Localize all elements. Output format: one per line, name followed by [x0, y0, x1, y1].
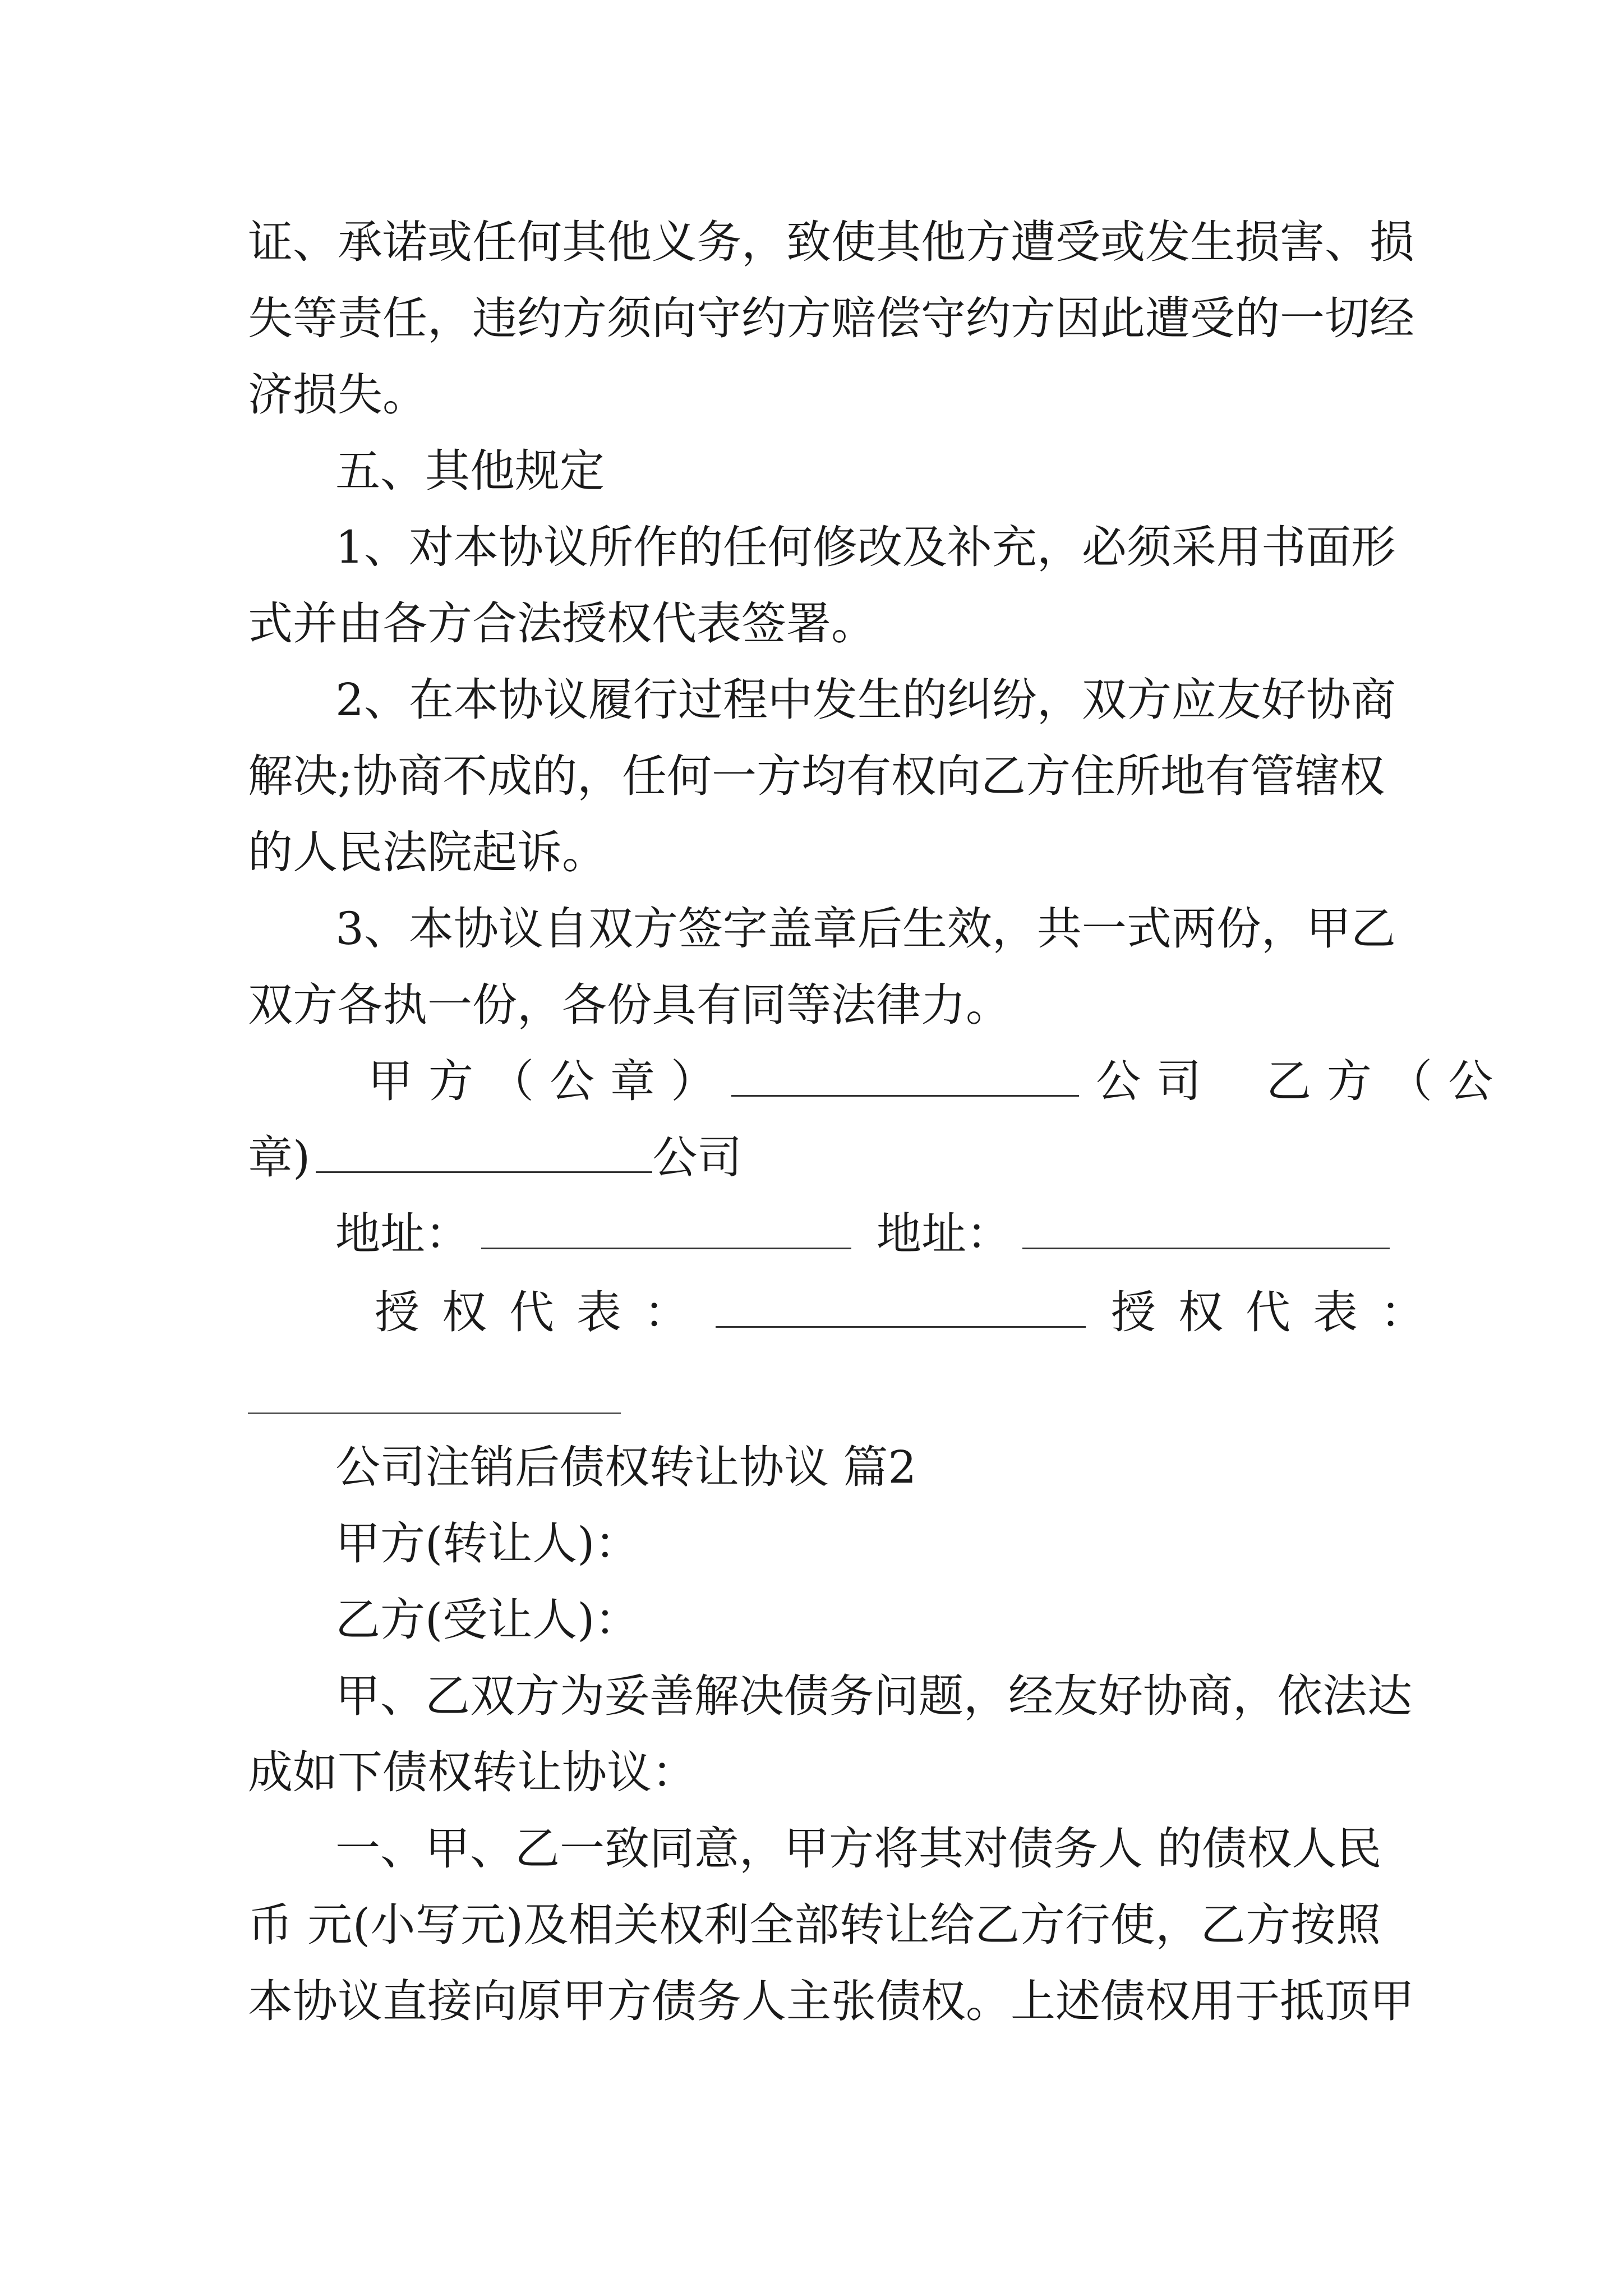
party-b-address-label: 地址：: [877, 1208, 1011, 1260]
paragraph-line: 一、甲、乙一致同意，甲方将其对债务人 的债权人民: [335, 1823, 1382, 1875]
paragraph-line: 的人民法院起诉。: [248, 826, 607, 878]
party-a-company: 公司: [1096, 1055, 1217, 1107]
paragraph-line: 双方各执一份，各份具有同等法律力。: [248, 979, 1011, 1031]
paragraph-line: 2、在本协议履行过程中发生的纠纷，双方应友好协商: [335, 674, 1396, 726]
party-b-rep-blank: [248, 1412, 621, 1414]
party-b-company: 公司: [652, 1131, 743, 1184]
document-title: 公司注销后债权转让协议 篇2: [335, 1441, 917, 1493]
party-b-label: 乙方(受让人)：: [335, 1594, 640, 1646]
paragraph-line: 3、本协议自双方签字盖章后生效，共一式两份，甲乙: [335, 903, 1396, 955]
signature-stamp-line: [368, 1053, 1509, 1110]
party-a-rep-label: 授权代表：: [375, 1286, 711, 1338]
party-a-rep-blank: [716, 1287, 1086, 1328]
paragraph-line: 本协议直接向原甲方债务人主张债权。上述债权用于抵顶甲: [248, 1975, 1414, 2027]
party-b-stamp-label: 乙方（公: [1266, 1055, 1509, 1107]
party-a-address-label: 地址：: [335, 1208, 470, 1260]
paragraph-line: 失等责任，违约方须向守约方赔偿守约方因此遭受的一切经: [248, 292, 1414, 344]
paragraph-line: 成如下债权转让协议：: [248, 1746, 697, 1798]
signature-stamp-line-2: [248, 1130, 1381, 1186]
paragraph-line: 解决;协商不成的，任何一方均有权向乙方住所地有管辖权: [248, 750, 1385, 802]
address-line: [335, 1206, 1381, 1262]
paragraph-line: 济损失。: [248, 369, 427, 421]
paragraph-line: 甲、乙双方为妥善解决债务问题，经友好协商，依法达: [335, 1670, 1412, 1722]
party-b-stamp-label-end: 章): [248, 1131, 311, 1184]
section-heading: 五、其他规定: [335, 445, 605, 497]
paragraph-line: 式并由各方合法授权代表签署。: [248, 597, 876, 650]
party-b-address-blank: [1022, 1208, 1390, 1249]
party-b-blank: [316, 1132, 652, 1173]
party-b-rep-label: 授权代表：: [1111, 1286, 1447, 1338]
paragraph-line: 证、承诺或任何其他义务，致使其他方遭受或发生损害、损: [248, 216, 1414, 268]
party-a-label: 甲方(转让人)：: [335, 1517, 640, 1570]
party-a-stamp-label: 甲方（公章）: [368, 1055, 731, 1107]
paragraph-line: 1、对本协议所作的任何修改及补充，必须采用书面形: [335, 521, 1396, 573]
representative-line: [375, 1285, 1447, 1341]
party-a-blank: [731, 1056, 1079, 1097]
paragraph-line: 币 元(小写元)及相关权利全部转让给乙方行使，乙方按照: [248, 1899, 1381, 1951]
party-a-address-blank: [481, 1208, 851, 1249]
